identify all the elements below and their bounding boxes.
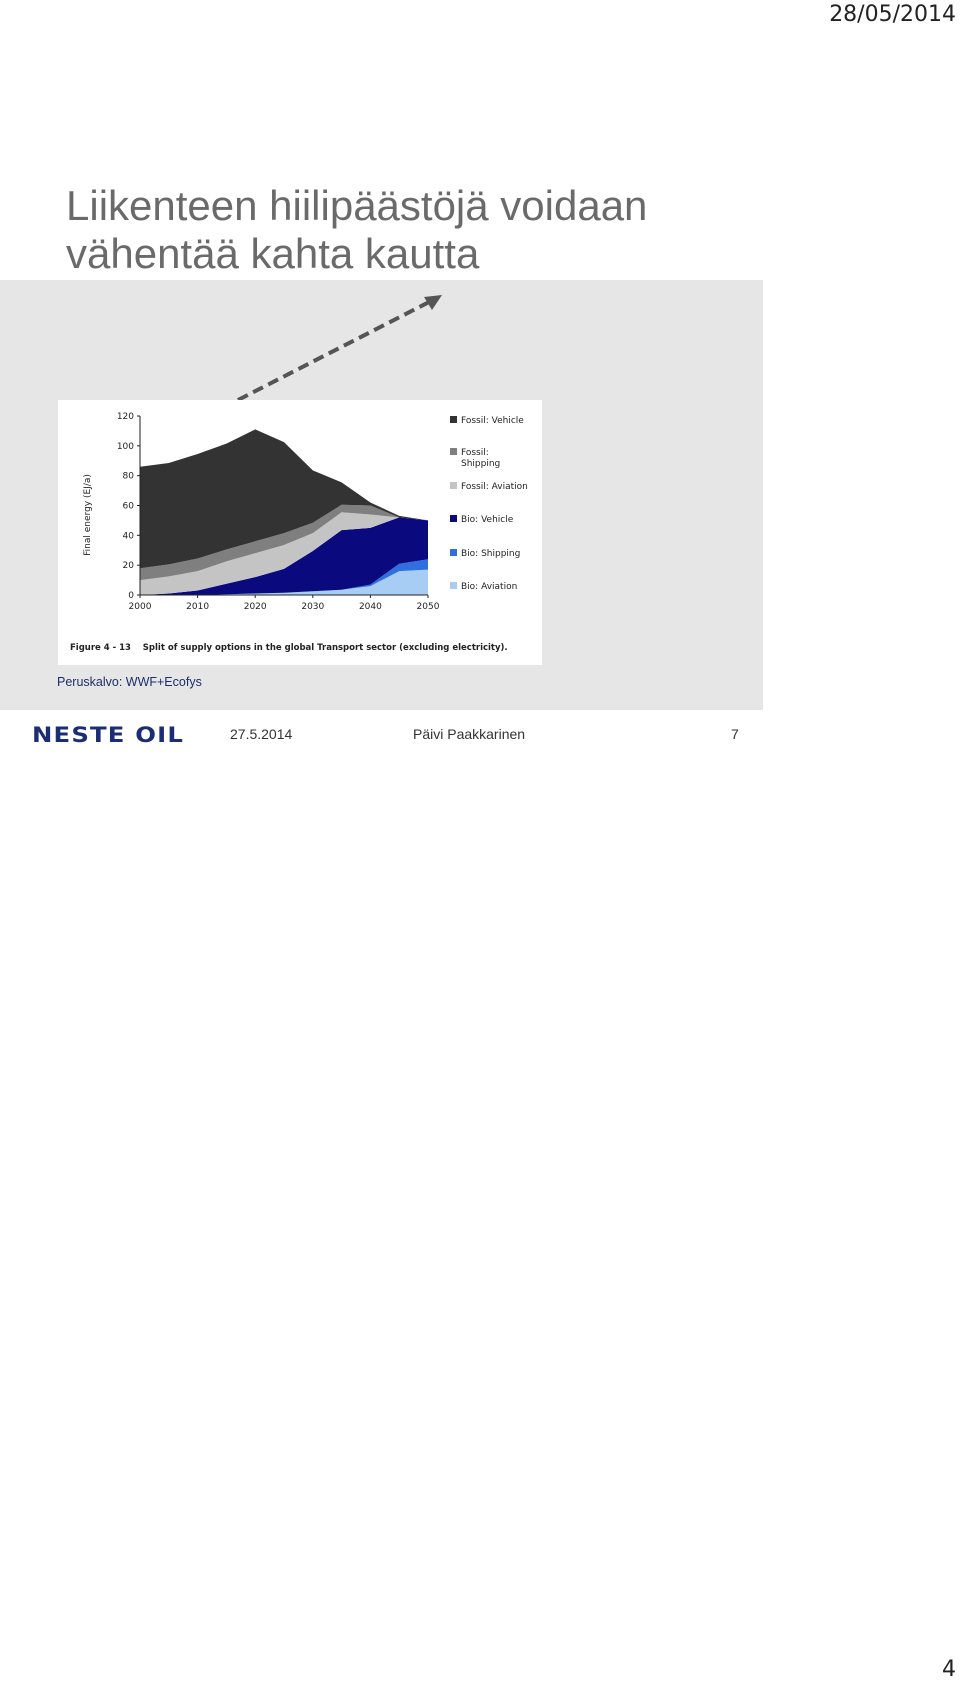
- legend-swatch-bio-shipping: [450, 549, 457, 556]
- legend-label-bio-shipping: Bio: Shipping: [461, 549, 521, 559]
- x-tick-label: 2030: [301, 602, 325, 612]
- x-tick-label: 2020: [243, 602, 267, 612]
- x-tick-label: 2010: [186, 602, 210, 612]
- chart-legend: [450, 416, 528, 592]
- x-tick-label: 2050: [416, 602, 440, 612]
- legend-swatch-fossil-shipping: [450, 448, 457, 455]
- svg-text:NESTE OIL: NESTE OIL: [32, 723, 184, 745]
- x-tick-label: 2000: [128, 602, 152, 612]
- y-tick-label: 0: [128, 591, 134, 601]
- y-tick-label: 20: [122, 561, 134, 572]
- content-panel: [0, 280, 763, 710]
- chart-areas: [140, 429, 428, 595]
- slide-title-line-1: Liikenteen hiilipäästöjä voidaan: [66, 182, 648, 229]
- trend-arrow-line: [238, 300, 433, 400]
- y-tick-label: 60: [122, 501, 134, 512]
- footer-author: Päivi Paakkarinen: [413, 726, 526, 742]
- legend-swatch-bio-vehicle: [450, 515, 457, 522]
- chart-ylabel: Final energy (EJ/a): [83, 474, 93, 556]
- legend-label-fossil-shipping: Fossil: Shipping: [461, 448, 501, 469]
- y-tick-label: 80: [122, 471, 134, 482]
- legend-swatch-fossil-vehicle: [450, 416, 457, 423]
- legend-label-bio-vehicle: Bio: Vehicle: [461, 515, 514, 525]
- neste-oil-logo: [32, 723, 187, 745]
- slide-title: [66, 182, 706, 278]
- legend-label-bio-aviation: Bio: Aviation: [461, 582, 518, 592]
- x-tick-label: 2040: [358, 602, 382, 612]
- print-date: 28/05/2014: [829, 2, 956, 27]
- footer-date: 27.5.2014: [230, 726, 293, 742]
- y-tick-label: 40: [122, 531, 134, 542]
- figure-caption: Figure 4 - 13 Split of supply options in the global Transport sector (excluding electricity).: [70, 643, 508, 653]
- figure: [58, 400, 542, 665]
- stacked-area-chart: [58, 400, 542, 665]
- source-note: Peruskalvo: WWF+Ecofys: [57, 675, 202, 689]
- legend-swatch-fossil-aviation: [450, 482, 457, 489]
- footer-slide-number: 7: [731, 726, 739, 742]
- page-number: 4: [942, 1657, 956, 1682]
- y-tick-label: 100: [116, 441, 134, 452]
- slide-title-line-2: vähentää kahta kautta: [66, 230, 480, 277]
- legend-label-fossil-aviation: Fossil: Aviation: [461, 482, 528, 492]
- legend-label-fossil-vehicle: Fossil: Vehicle: [461, 416, 524, 426]
- legend-swatch-bio-aviation: [450, 582, 457, 589]
- y-tick-label: 120: [116, 412, 134, 422]
